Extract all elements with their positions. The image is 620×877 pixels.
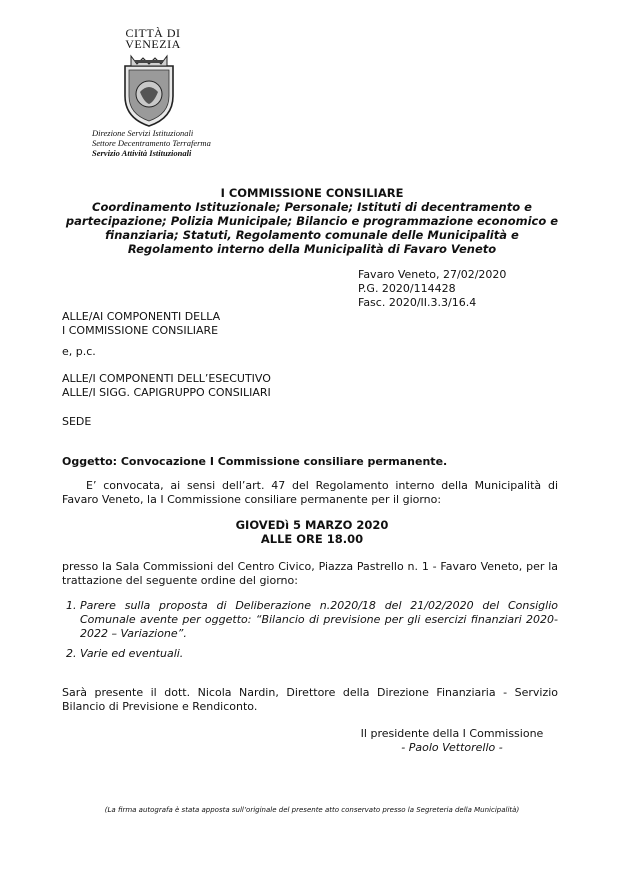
- recipient-line: ALLE/AI COMPONENTI DELLA: [62, 310, 221, 323]
- signature-name: - Paolo Vettorello -: [401, 741, 503, 754]
- city-name-line1: CITTÀ DI: [125, 26, 181, 40]
- file-reference: Fasc. 2020/II.3.3/16.4: [358, 296, 477, 309]
- recipient-line: ALLE/I COMPONENTI DELL’ESECUTIVO: [62, 372, 271, 385]
- signature-block: [352, 727, 552, 755]
- city-name: [118, 28, 188, 50]
- department-name: Direzione Servizi Istituzionali: [92, 128, 194, 138]
- department-block: [92, 128, 211, 158]
- cc-label: e, p.c.: [62, 345, 96, 358]
- meeting-time: ALLE ORE 18.00: [260, 532, 364, 546]
- signature-role: Il presidente della I Commissione: [360, 727, 544, 740]
- subject-line: Oggetto: Convocazione I Commissione consiliare permanente.: [62, 455, 448, 468]
- city-crest-icon: [117, 52, 181, 128]
- commission-title: I COMMISSIONE CONSILIARE: [220, 186, 404, 200]
- footer-note: (La firma autografa è stata apposta sull’originale del presente atto conservato presso la Segreteria della Municipalità): [104, 806, 520, 814]
- sector-name: Settore Decentramento Terraferma: [92, 138, 211, 148]
- location-paragraph: presso la Sala Commissioni del Centro Civico, Piazza Pastrello n. 1 - Favaro Veneto, per la trattazione del seguente ordine del giorno:: [62, 560, 558, 587]
- meeting-datetime: [62, 518, 562, 546]
- agenda-item: 1. Parere sulla proposta di Deliberazione n.2020/18 del 21/02/2020 del Consiglio Comunale avente per oggetto: “Bilancio di previsione per gli esercizi finanziari 2020-2022 – Variazione”.: [80, 599, 558, 641]
- recipient-line: I COMMISSIONE CONSILIARE: [62, 324, 219, 337]
- agenda-list: [60, 599, 558, 667]
- city-name-line2: VENEZIA: [125, 37, 181, 51]
- recipient-line: ALLE/I SIGG. CAPIGRUPPO CONSILIARI: [62, 386, 271, 399]
- meeting-date: GIOVEDì 5 MARZO 2020: [235, 518, 389, 532]
- protocol-block: [358, 268, 506, 310]
- document-heading: [62, 186, 562, 256]
- recipients-block: [62, 310, 220, 338]
- attendance-paragraph: Sarà presente il dott. Nicola Nardin, Direttore della Direzione Finanziaria - Servizio Bilancio di Previsione e Rendiconto.: [62, 686, 558, 713]
- protocol-number: P.G. 2020/114428: [358, 282, 456, 295]
- place-date: Favaro Veneto, 27/02/2020: [358, 268, 507, 281]
- agenda-item: 2. Varie ed eventuali.: [80, 647, 558, 661]
- sede-label: SEDE: [62, 415, 92, 428]
- intro-paragraph: E’ convocata, ai sensi dell’art. 47 del Regolamento interno della Municipalità di Favaro Veneto, la I Commissione consiliare permanente per il giorno:: [62, 479, 558, 506]
- cc-recipients: [62, 372, 271, 400]
- service-name: Servizio Attività Istituzionali: [92, 148, 192, 158]
- commission-subtitle: Coordinamento Istituzionale; Personale; Istituti di decentramento e partecipazione; Polizia Municipale; Bilancio e programmazione economico e finanziaria; Statuti, Regolamento comunale delle Municipalità e Regolamento interno della Municipalità di Favaro Veneto: [65, 200, 559, 256]
